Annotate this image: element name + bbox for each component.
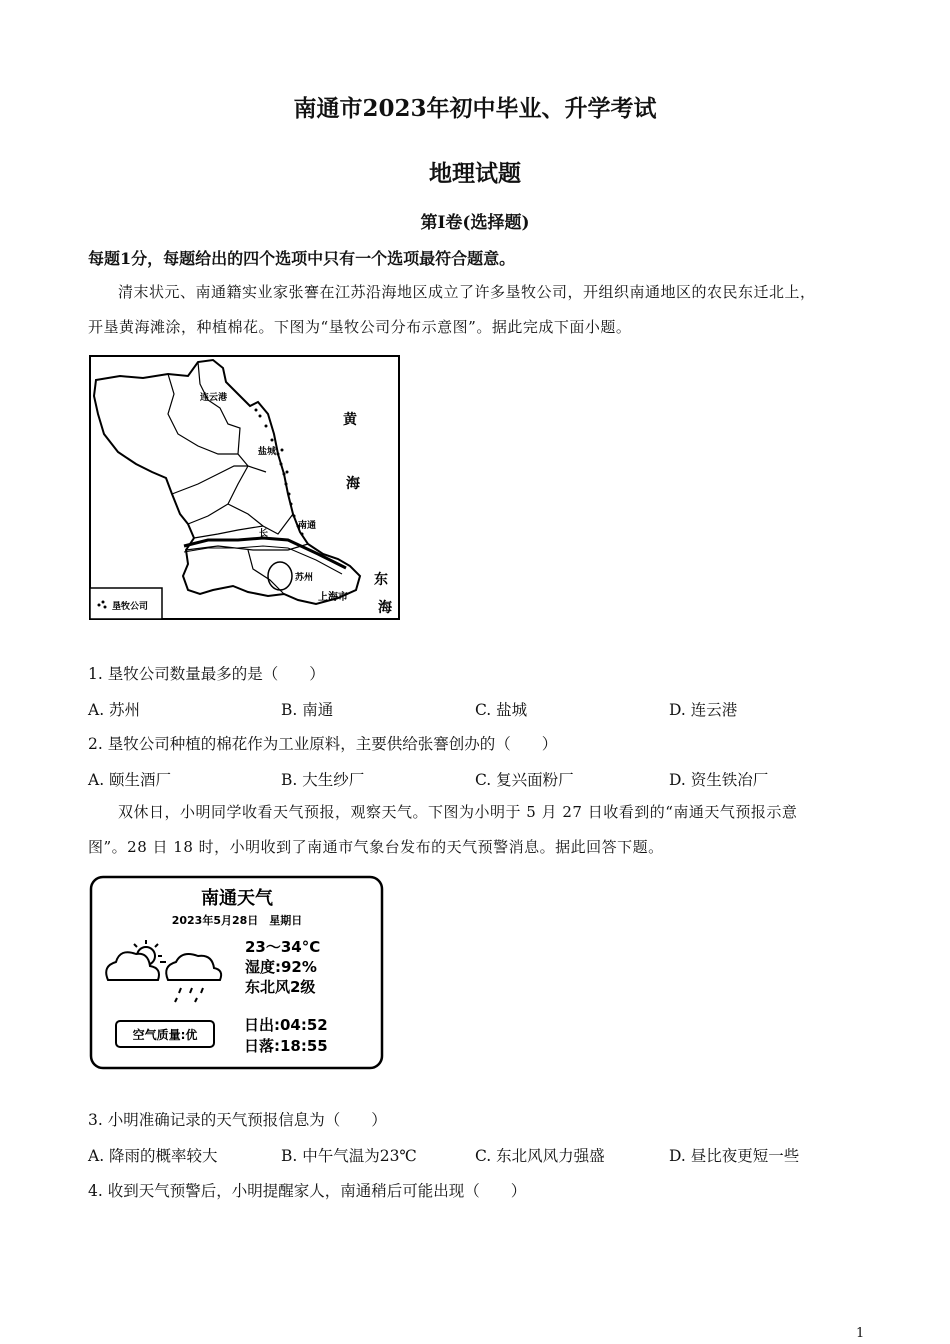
question-2-option-c: C. 复兴面粉厂 [475,771,574,789]
label-lianyungang: 连云港 [200,393,228,403]
passage-2 [88,795,878,865]
question-1-stem: 1. 垦牧公司数量最多的是（ ） [88,665,325,683]
question-3-option-b: B. 中午气温为23℃ [281,1147,417,1165]
weather-humidity: 湿度:92% [245,958,317,976]
label-suzhou: 苏州 [295,573,314,583]
question-2-option-a: A. 颐生酒厂 [88,771,172,789]
question-3-option-a: A. 降雨的概率较大 [88,1147,218,1165]
page-number: 1 [856,1326,865,1341]
air-quality: 空气质量:优 [132,1028,198,1042]
label-nantong: 南通 [298,521,317,531]
passage-1 [88,275,878,345]
exam-title: 南通市2023年初中毕业、升学考试 [293,95,657,122]
weather-date: 2023年5月28日 星期日 [171,914,303,927]
legend-label: 垦牧公司 [112,602,149,612]
label-yancheng: 盐城 [258,447,277,457]
weather-temperature: 23～34°C [245,938,321,956]
question-2-option-b: B. 大生纱厂 [281,771,365,789]
weather-sunset: 日落:18:55 [244,1037,328,1055]
label-yellow-sea-1: 黄 [343,412,357,428]
question-3-stem: 3. 小明准确记录的天气预报信息为（ ） [88,1111,387,1129]
question-3-option-d: D. 昼比夜更短一些 [669,1147,800,1165]
subject-title: 地理试题 [429,160,521,187]
passage-2-line-2: 图”。28 日 18 时，小明收到了南通市气象台发布的天气预警消息。据此回答下题。 [88,838,664,856]
question-1-option-c: C. 盐城 [475,701,528,719]
question-2-stem: 2. 垦牧公司种植的棉花作为工业原料，主要供给张謇创办的（ ） [88,735,558,753]
question-4-stem: 4. 收到天气预警后，小明提醒家人，南通稍后可能出现（ ） [88,1182,527,1200]
passage-1-line-1: 清末状元、南通籍实业家张謇在江苏沿海地区成立了许多垦牧公司，开组织南通地区的农民东迁北上， [118,283,816,301]
question-1-option-d: D. 连云港 [669,701,738,719]
weather-wind: 东北风2级 [245,978,316,996]
question-1-option-a: A. 苏州 [88,701,141,719]
weather-sunrise: 日出:04:52 [244,1016,328,1034]
label-yellow-sea-2: 海 [346,476,360,492]
label-east-sea-2: 海 [378,600,392,616]
weather-title: 南通天气 [201,888,273,909]
label-shanghai: 上海市 [318,592,348,603]
part-title: 第Ⅰ卷(选择题) [420,213,530,233]
instructions: 每题1分，每题给出的四个选项中只有一个选项最符合题意。 [88,249,516,268]
reclamation-company-map [88,354,402,622]
question-2-option-d: D. 资生铁冶厂 [669,771,769,789]
passage-2-line-1: 双休日，小明同学收看天气预报，观察天气。下图为小明于 5 月 27 日收看到的“南通天气预报示意 [118,803,798,821]
question-1-option-b: B. 南通 [281,701,334,719]
label-chang: 长 [259,529,269,539]
weather-forecast-card [88,874,386,1072]
passage-1-line-2: 开垦黄海滩涂，种植棉花。下图为“垦牧公司分布示意图”。据此完成下面小题。 [88,318,632,336]
label-east-sea-1: 东 [374,572,388,588]
question-3-option-c: C. 东北风风力强盛 [475,1147,605,1165]
